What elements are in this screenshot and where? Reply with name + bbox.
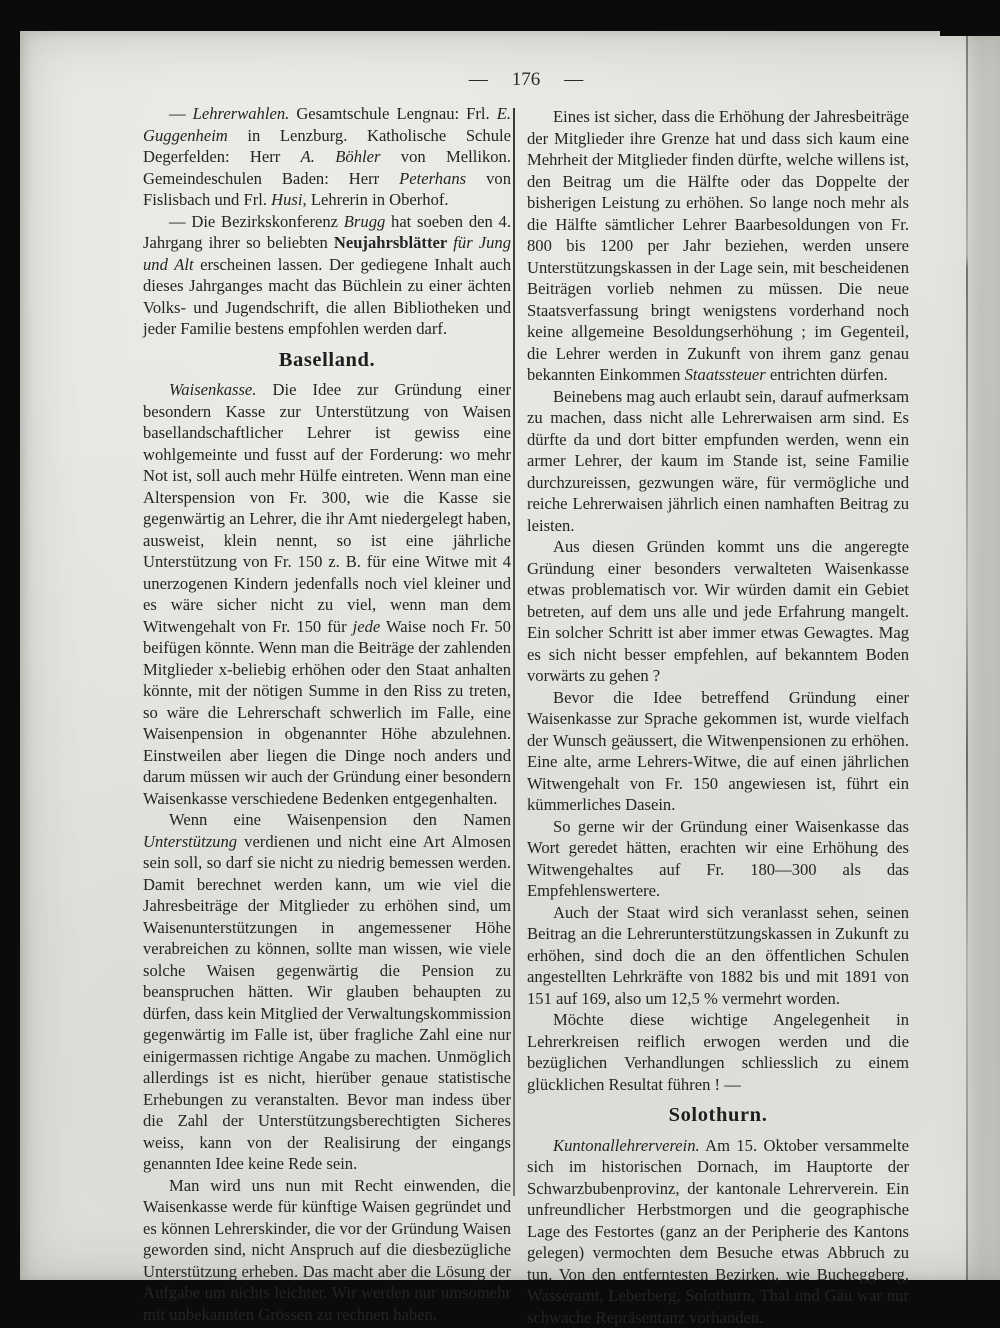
paragraph xyxy=(143,103,511,211)
body-text: hat soeben den 4. Jahrgang ihrer so beliebten xyxy=(143,212,511,253)
italic-text: für Jung und Alt xyxy=(143,233,511,274)
body-text: verdienen und nicht eine Art Almosen sein soll, so darf sie nicht zu niedrig bemessen werden. Damit berechnet werden kann, um wie viel die Jahresbeiträge der Mitglieder zu erhöhen sind, um Waisenunterstützungen in angemessener Höhe verabreichen zu können, sollte man wissen, wie viele solche Waisen gegenwärtig die Pension zu beanspruchen hätten. Wir glauben behaupten zu dürfen, dass kein Mitglied der Verwaltungskommission gegenwärtig im Falle ist, über fragliche Zahl eine nur einigermassen richtige Angabe zu machen. Unmöglich allerdings ist es nicht, hierüber genaue statistische Erhebungen zu veranstalten. Bevor man indess über die Zahl der Unterstützungsberechtigten Sicheres weiss, kann von der Realisirung der eingangs genannten Idee keine Rede sein. xyxy=(143,832,511,1174)
body-text: So gerne wir der Gründung einer Waisenkasse das Wort geredet hätten, erachten wir eine Erhöhung des Witwengehaltes auf Fr. 180—300 als das Empfehlenswertere. xyxy=(527,817,909,901)
page-number-right-dash: — xyxy=(564,69,583,90)
paragraph xyxy=(527,902,909,1010)
body-text: entrichten dürfen. xyxy=(766,365,888,384)
body-text: Bevor die Idee betreffend Gründung einer Waisenkasse zur Sprache gekommen ist, wurde vielfach der Wunsch geäussert, die Witwenpensionen zu erhöhen. Eine alte, arme Lehrers-Witwe, die auf einen jährlichen Witwengehalt von Fr. 150 angewiesen ist, führt ein kümmerliches Dasein. xyxy=(527,688,909,815)
italic-text: E. Guggenheim xyxy=(143,104,511,145)
left-column xyxy=(143,103,511,1325)
paragraph xyxy=(143,211,511,340)
body-text: erscheinen lassen. Der gediegene Inhalt auch dieses Jahrganges macht das Büchlein zu einer ächten Volks- und Jugendschrift, die allen Bibliotheken und jeder Familie bestens empfohlen werden darf. xyxy=(143,255,511,339)
body-text: von Mellikon. Gemeindeschulen Baden: Herr xyxy=(143,147,511,188)
body-text: von Fislisbach und Frl. xyxy=(143,169,511,210)
body-text: in Lenzburg. Katholische Schule Degerfelden: Herr xyxy=(143,126,511,167)
bold-text: Neujahrsblätter xyxy=(334,233,447,252)
italic-text: Waisenkasse. xyxy=(169,380,256,399)
page-fold-shading xyxy=(968,31,1000,1280)
body-text: Auch der Staat wird sich veranlasst sehen, seinen Beitrag an die Lehrerunterstützungskassen in Zukunft zu erhöhen, sind doch die an den öffentlichen Schulen angestellten Lehrkräfte von 1882 bis und mit 1891 von 151 auf 169, also um 12,5 % vermehrt worden. xyxy=(527,903,909,1008)
scan-corner-notch xyxy=(940,31,1000,36)
page-number-left-dash: — xyxy=(469,69,488,90)
body-text: — xyxy=(169,104,193,123)
body-text: — Die Bezirkskonferenz xyxy=(169,212,344,231)
italic-text: Unterstützung xyxy=(143,832,237,851)
right-column xyxy=(527,106,909,1328)
italic-text: jede xyxy=(353,617,381,636)
paragraph xyxy=(143,809,511,1175)
italic-text: A. Böhler xyxy=(301,147,381,166)
body-text: Die Idee zur Gründung einer besondern Kasse zur Unterstützung von Waisen basellandschaftlicher Lehrer ist gewiss eine wohlgemeinte und fusst auf der Forderung: wo mehr Not ist, soll auch mehr Hülfe eintreten. Wenn man eine Alterspension von Fr. 300, wie die Kasse sie gegenwärtig an Lehrer, die ihr Amt niedergelegt haben, ausweist, klein nennt, so ist eine jährliche Unterstützung von Fr. 150 z. B. für eine Witwe mit 4 unerzogenen Kindern jedenfalls noch viel kleiner und es wäre sicher nicht zu viel, wenn man dem Witwengehalt von Fr. 150 für xyxy=(143,380,511,636)
body-text: Wenn eine Waisenpension den Namen xyxy=(169,810,511,829)
paragraph xyxy=(527,106,909,386)
italic-text: Peterhans xyxy=(399,169,466,188)
scanned-page xyxy=(20,31,1000,1280)
paragraph xyxy=(143,379,511,809)
page-number-value: 176 xyxy=(512,69,541,90)
page-number xyxy=(143,69,909,91)
page-fold-crease xyxy=(966,31,968,1280)
paragraph xyxy=(527,1135,909,1328)
body-text: Man wird uns nun mit Recht einwenden, die Waisenkasse werde für künftige Waisen gegründet und es können Lehrerskinder, die vor der Gründung Waisen geworden sind, nicht Anspruch auf die diesbezügliche Unterstützung erheben. Das macht aber die Lösung der Aufgabe um nichts leichter. Wir werden nur umsomehr mit unbekannten Grössen zu rechnen haben. xyxy=(143,1176,511,1324)
body-text: Beinebens mag auch erlaubt sein, darauf aufmerksam zu machen, dass nicht alle Lehrerwaisen arm sind. Es dürfte da und dort bitter empfunden werden, wenn ein armer Lehrer, der kaum im Stande ist, seine Familie durchzureissen, gezwungen wäre, für vermögliche und reiche Lehrerwaisen jährlich einen namhaften Beitrag zu leisten. xyxy=(527,387,909,535)
section-heading: Baselland. xyxy=(143,350,511,372)
paragraph xyxy=(527,536,909,687)
italic-text: Kuntonallehrerverein. xyxy=(553,1136,700,1155)
body-text: Möchte diese wichtige Angelegenheit in Lehrerkreisen reiflich erwogen werden und die bezüglichen Verhandlungen schliesslich zu einem glücklichen Resultat führen ! — xyxy=(527,1010,909,1094)
section-heading: Solothurn. xyxy=(527,1105,909,1127)
body-text: Waise noch Fr. 50 beifügen könnte. Wenn man die Beiträge der zahlenden Mitglieder x-beliebig erhöhen oder den Staat anhalten könnte, mit der nötigen Summe in den Riss zu treten, so wäre die Lehrerschaft schwerlich im Falle, eine Waisenpension in obgenannter Höhe abzulehnen. Einstweilen aber liegen die Dinge noch anders und darum müssen wir auch der Gründung einer besondern Waisenkasse verschiedene Bedenken entgegenhalten. xyxy=(143,617,511,808)
body-text: Am 15. Oktober versammelte sich im historischen Dornach, im Hauptorte der Schwarzbubenprovinz, der kantonale Lehrerverein. Ein unfreundlicher Herbstmorgen und die geographische Lage des Festortes (ganz an der Peripherie des Kantons gelegen) vermochten dem Besuche etwas Abbruch zu tun. Von den entferntesten Bezirken, wie Bucheggberg, Wasseramt, Leberberg, Solothurn, Thal und Gäu war nur schwache Repräsentanz vorhanden. xyxy=(527,1136,909,1327)
body-text: Eines ist sicher, dass die Erhöhung der Jahresbeiträge der Mitglieder ihre Grenze hat und dass sich kaum eine Mehrheit der Mitglieder finden dürfte, welche willens ist, den Beitrag um die Hälfte oder das Doppelte der bisherigen Leistung zu erhöhen. So lange noch mehr als die Hälfte sämtlicher Lehrer Baarbesoldungen von Fr. 800 bis 1200 per Jahr beziehen, werden unsere Unterstützungskassen in der Lage sein, mit bescheidenen Beiträgen vorlieb nehmen zu müssen. Die neue Staatsverfassung bringt wenigstens vorderhand noch keine allgemeine Besoldungserhöhung ; im Gegenteil, die Lehrer werden in Zukunft von ihrem ganz genau bekannten Einkommen xyxy=(527,107,909,384)
paragraph xyxy=(527,1009,909,1095)
body-text: Aus diesen Gründen kommt uns die angeregte Gründung einer besonders verwalteten Waisenkasse etwas problematisch vor. Wir würden damit ein Gebiet betreten, auf dem uns alle und jede Erfahrung mangelt. Ein solcher Schritt ist aber immer etwas Gewagtes. Mag es sich nicht besser empfehlen, auf bekanntem Boden vorwärts zu gehen ? xyxy=(527,537,909,685)
italic-text: Brugg xyxy=(344,212,385,231)
paragraph xyxy=(527,687,909,816)
italic-text: Staatssteuer xyxy=(685,365,766,384)
body-text: Gesamtschule Lengnau: Frl. xyxy=(289,104,496,123)
italic-text: Husi xyxy=(271,190,302,209)
paragraph xyxy=(527,386,909,537)
paragraph xyxy=(143,1175,511,1326)
column-divider-rule xyxy=(513,108,515,1196)
italic-text: Lehrerwahlen. xyxy=(193,104,290,123)
body-text: , Lehrerin in Oberhof. xyxy=(303,190,449,209)
paragraph xyxy=(527,816,909,902)
